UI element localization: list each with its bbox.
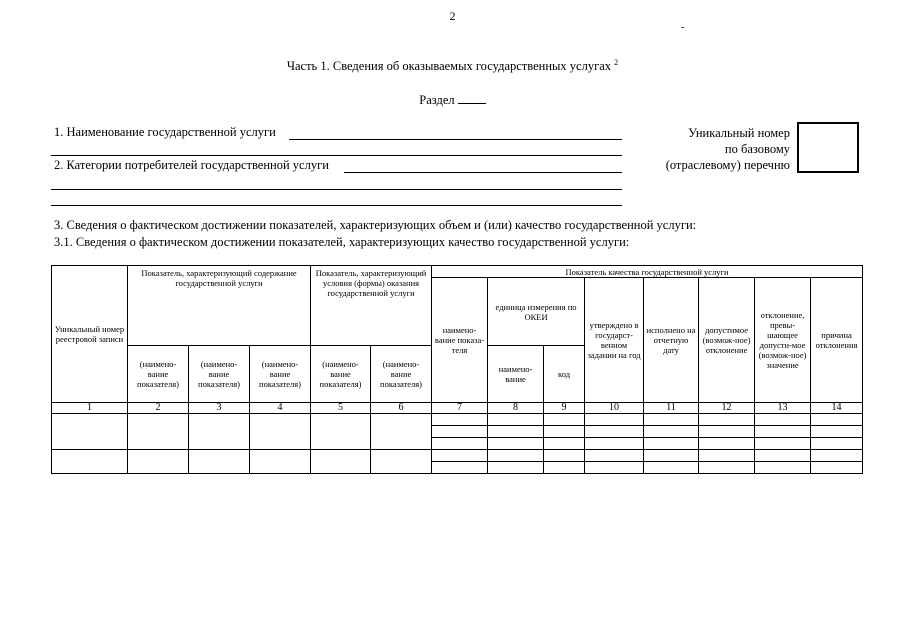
- col-num-12: 12: [699, 403, 755, 414]
- table-cell[interactable]: [311, 450, 371, 474]
- table-cell[interactable]: [644, 414, 699, 426]
- page-number: 2: [449, 9, 456, 23]
- table-cell[interactable]: [644, 426, 699, 438]
- col-num-11: 11: [644, 403, 699, 414]
- table-cell[interactable]: [699, 450, 755, 462]
- unique-number-line1: Уникальный номер: [688, 126, 790, 140]
- table-cell[interactable]: [189, 414, 250, 450]
- section3-heading: 3. Сведения о фактическом достижении показателей, характеризующих объем и (или) качество государственной услуги:: [54, 218, 697, 232]
- table-cell[interactable]: [644, 450, 699, 462]
- col-num-7: 7: [432, 403, 488, 414]
- page-mark: -: [681, 22, 685, 33]
- consumers-line[interactable]: [344, 172, 622, 173]
- col-unique-header: Уникальный номер реестровой записи: [52, 266, 128, 403]
- service-name-line-2[interactable]: [51, 155, 622, 156]
- sub-name-5: (наимено-вание показателя): [311, 346, 371, 403]
- table-cell[interactable]: [371, 450, 432, 474]
- table-cell[interactable]: [488, 414, 544, 426]
- sub-name-4: (наимено-вание показателя): [250, 346, 311, 403]
- table-cell[interactable]: [755, 450, 811, 462]
- col-unit-okei-header: единица измерения по ОКЕИ: [488, 278, 585, 346]
- consumers-label: 2. Категории потребителей государственной услуги: [54, 158, 329, 172]
- unique-number-line2: по базовому: [724, 142, 790, 156]
- table-cell[interactable]: [811, 462, 863, 474]
- table-cell[interactable]: [432, 426, 488, 438]
- table-cell[interactable]: [699, 414, 755, 426]
- section-number-blank[interactable]: [458, 92, 486, 104]
- table-cell[interactable]: [52, 450, 128, 474]
- unique-number-line3: (отраслевому) перечню: [665, 158, 790, 172]
- col-num-4: 4: [250, 403, 311, 414]
- table-cell[interactable]: [755, 414, 811, 426]
- unique-number-label: [620, 125, 790, 173]
- col-num-14: 14: [811, 403, 863, 414]
- col-num-10: 10: [585, 403, 644, 414]
- table-cell[interactable]: [544, 414, 585, 426]
- table-cell[interactable]: [432, 462, 488, 474]
- unique-number-box[interactable]: [797, 122, 859, 173]
- part-title: [0, 58, 905, 74]
- table-cell[interactable]: [544, 462, 585, 474]
- table-cell[interactable]: [488, 438, 544, 450]
- section-label: Раздел: [419, 93, 455, 107]
- col-num-13: 13: [755, 403, 811, 414]
- service-name-line[interactable]: [289, 139, 622, 140]
- group-content-header: Показатель, характеризующий содержание государственной услуги: [128, 266, 311, 346]
- table-cell[interactable]: [644, 438, 699, 450]
- col-num-1: 1: [52, 403, 128, 414]
- col-num-6: 6: [371, 403, 432, 414]
- table-cell[interactable]: [488, 462, 544, 474]
- table-cell[interactable]: [250, 414, 311, 450]
- table-cell[interactable]: [585, 414, 644, 426]
- table-cell[interactable]: [811, 438, 863, 450]
- table-cell[interactable]: [755, 462, 811, 474]
- col-num-9: 9: [544, 403, 585, 414]
- col-num-5: 5: [311, 403, 371, 414]
- table-cell[interactable]: [432, 450, 488, 462]
- table-cell[interactable]: [755, 426, 811, 438]
- table-cell[interactable]: [544, 438, 585, 450]
- table-cell[interactable]: [189, 450, 250, 474]
- table-cell[interactable]: [755, 438, 811, 450]
- table-cell[interactable]: [644, 462, 699, 474]
- table-cell[interactable]: [699, 462, 755, 474]
- col-num-2: 2: [128, 403, 189, 414]
- table-row: [52, 450, 863, 462]
- table-cell[interactable]: [432, 438, 488, 450]
- table-cell[interactable]: [128, 414, 189, 450]
- col-num-3: 3: [189, 403, 250, 414]
- col-allowed-dev-header: допустимое (возмож-ное) отклонение: [699, 278, 755, 403]
- table-cell[interactable]: [699, 438, 755, 450]
- group-conditions-header: Показатель, характеризующий условия (формы) оказания государственной услуги: [311, 266, 432, 346]
- table-cell[interactable]: [811, 450, 863, 462]
- sub-name-6: (наимено-вание показателя): [371, 346, 432, 403]
- col-unit-code-header: код: [544, 346, 585, 403]
- service-name-label: 1. Наименование государственной услуги: [54, 125, 276, 139]
- table-cell[interactable]: [585, 450, 644, 462]
- table-cell[interactable]: [699, 426, 755, 438]
- group-quality-header: Показатель качества государственной услуги: [432, 266, 863, 278]
- consumers-line-3[interactable]: [51, 205, 622, 206]
- title-footnote: 2: [614, 58, 619, 67]
- section-line: [0, 92, 905, 108]
- table-cell[interactable]: [811, 426, 863, 438]
- col-exceeding-dev-header: отклонение, превы-шающее допусти-мое (возмож-ное) значение: [755, 278, 811, 403]
- sub-name-2: (наимено-вание показателя): [128, 346, 189, 403]
- section31-heading: 3.1. Сведения о фактическом достижении показателей, характеризующих качество государственной услуги:: [54, 235, 630, 249]
- table-cell[interactable]: [488, 426, 544, 438]
- table-cell[interactable]: [52, 414, 128, 450]
- table-cell[interactable]: [371, 414, 432, 450]
- col-fulfilled-header: исполнено на отчетную дату: [644, 278, 699, 403]
- table-cell[interactable]: [811, 414, 863, 426]
- column-number-row: [52, 403, 863, 414]
- sub-name-3: (наимено-вание показателя): [189, 346, 250, 403]
- table-cell[interactable]: [585, 462, 644, 474]
- col-num-8: 8: [488, 403, 544, 414]
- table-cell[interactable]: [585, 426, 644, 438]
- quality-indicators-table: [51, 265, 863, 474]
- table-row: [52, 414, 863, 426]
- table-cell[interactable]: [488, 450, 544, 462]
- col-indicator-name-header: наимено-вание показа-теля: [432, 278, 488, 403]
- table-cell[interactable]: [544, 450, 585, 462]
- table-cell[interactable]: [432, 414, 488, 426]
- part-title-text: Часть 1. Сведения об оказываемых государственных услугах: [286, 59, 611, 74]
- table-cell[interactable]: [544, 426, 585, 438]
- table-cell[interactable]: [311, 414, 371, 450]
- col-reason-header: причина отклонения: [811, 278, 863, 403]
- col-approved-header: утверждено в государст-венном задании на год: [585, 278, 644, 403]
- table-cell[interactable]: [128, 450, 189, 474]
- table-cell[interactable]: [250, 450, 311, 474]
- consumers-line-2[interactable]: [51, 189, 622, 190]
- table-cell[interactable]: [585, 438, 644, 450]
- col-unit-name-header: наимено-вание: [488, 346, 544, 403]
